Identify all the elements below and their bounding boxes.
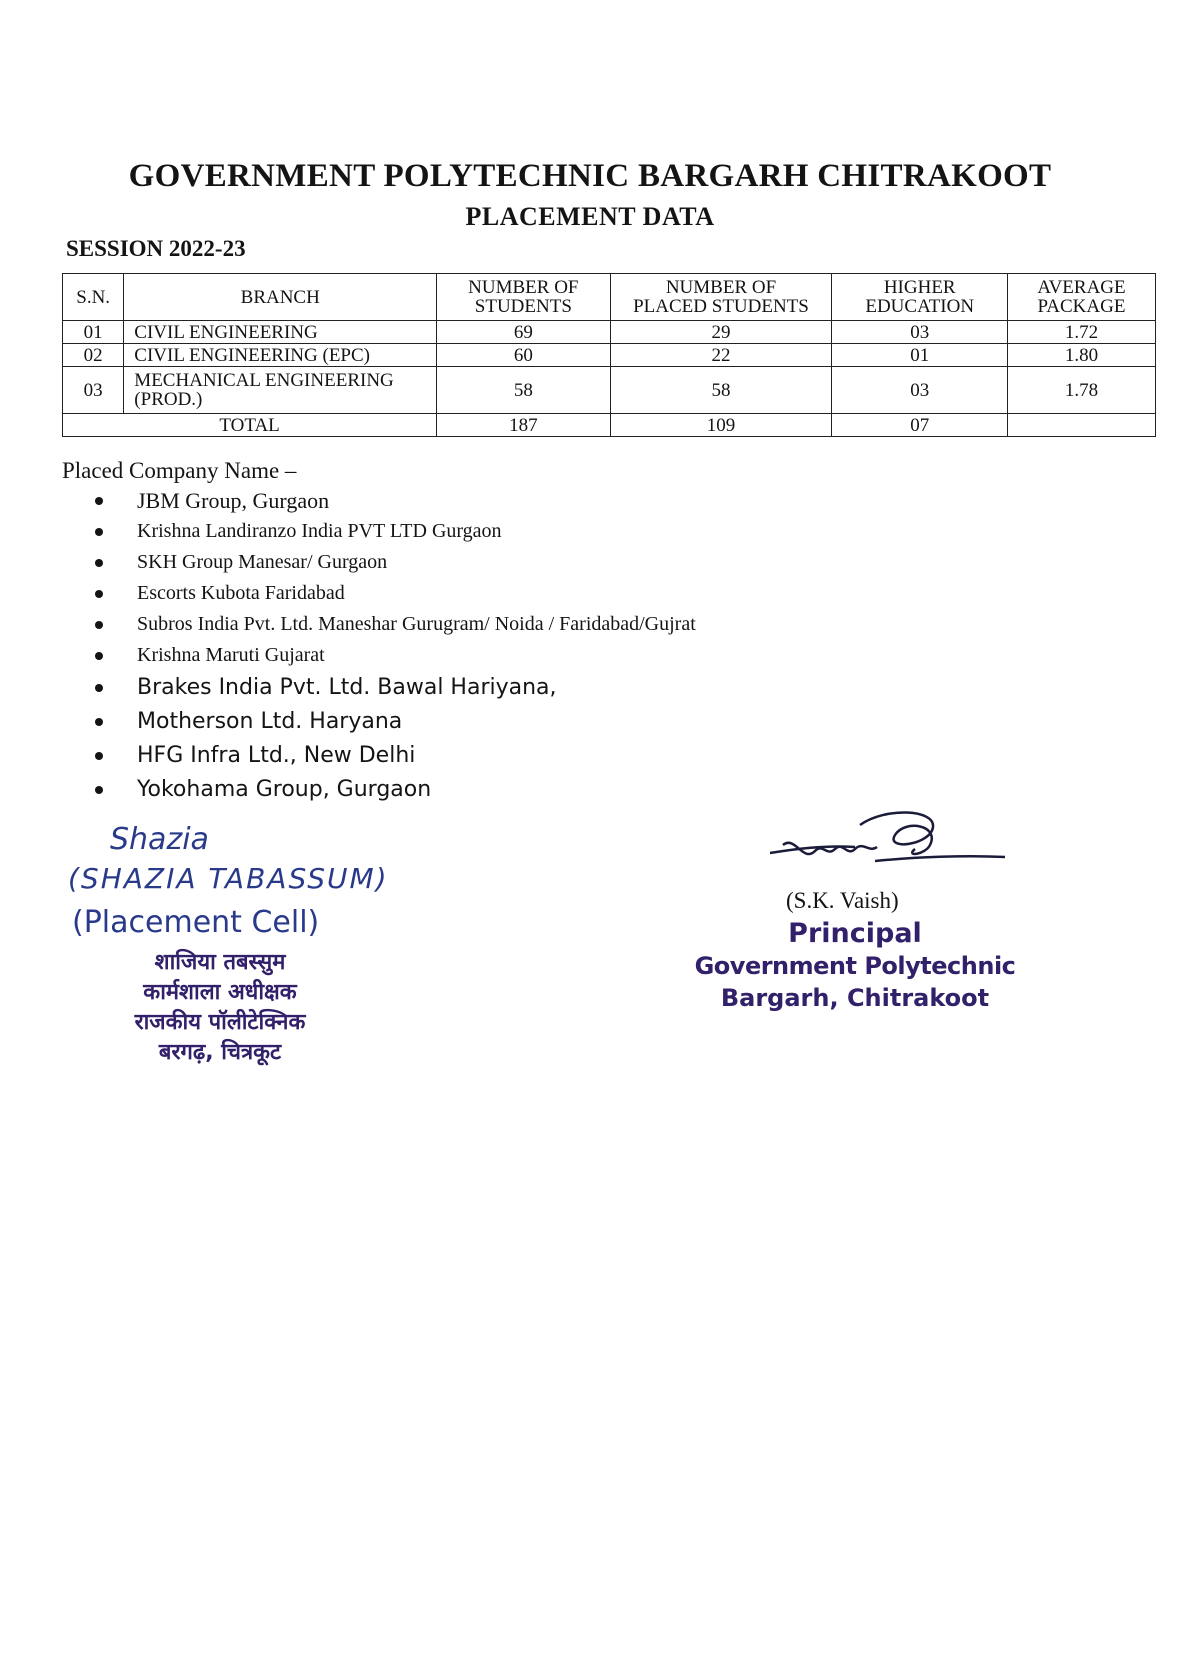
column-header-placed: NUMBER OF PLACED STUDENTS	[610, 274, 832, 321]
list-item: Yokohama Group, Gurgaon	[95, 773, 696, 807]
left-stamp-line: राजकीय पॉलीटेक्निक	[134, 1010, 306, 1035]
bullet-icon	[95, 559, 103, 567]
right-stamp	[690, 918, 1020, 1014]
column-header-sn: S.N.	[63, 274, 124, 321]
bullet-icon	[95, 528, 103, 536]
table-row	[63, 344, 1156, 367]
cell-placed: 29	[610, 321, 832, 344]
bullet-icon	[95, 652, 103, 660]
bullet-icon	[95, 786, 103, 794]
list-item: Motherson Ltd. Haryana	[95, 705, 696, 739]
list-item: Subros India Pvt. Ltd. Maneshar Gurugram/ Noida / Faridabad/Gujrat	[95, 609, 696, 640]
left-stamp-line: कार्मशाला अधीक्षक	[143, 980, 297, 1005]
placement-table	[62, 273, 1156, 437]
cell-placed: 22	[610, 344, 832, 367]
column-header-higher-education: HIGHER EDUCATION	[832, 274, 1007, 321]
cell-placed: 58	[610, 367, 832, 414]
list-item: HFG Infra Ltd., New Delhi	[95, 739, 696, 773]
column-header-average-package: AVERAGE PACKAGE	[1007, 274, 1155, 321]
cell-sn: 03	[63, 367, 124, 414]
bullet-icon	[95, 752, 103, 760]
total-label: TOTAL	[63, 414, 437, 437]
left-signature: Shazia	[110, 822, 209, 857]
cell-package: 1.80	[1007, 344, 1155, 367]
right-signature	[765, 805, 1005, 885]
bullet-icon	[95, 718, 103, 726]
cell-branch: CIVIL ENGINEERING (EPC)	[124, 344, 437, 367]
list-item: JBM Group, Gurgaon	[95, 485, 696, 516]
total-higher: 07	[832, 414, 1007, 437]
left-stamp-line: बरगढ़, चित्रकूट	[158, 1040, 282, 1065]
right-stamp-line: Principal	[788, 918, 922, 949]
list-item: Brakes India Pvt. Ltd. Bawal Hariyana,	[95, 671, 696, 705]
list-item: SKH Group Manesar/ Gurgaon	[95, 547, 696, 578]
bullet-icon	[95, 621, 103, 629]
total-students: 187	[437, 414, 610, 437]
list-item: Krishna Maruti Gujarat	[95, 640, 696, 671]
cell-package: 1.78	[1007, 367, 1155, 414]
cell-sn: 02	[63, 344, 124, 367]
company-list	[95, 485, 696, 807]
table-row	[63, 321, 1156, 344]
cell-higher: 03	[832, 321, 1007, 344]
institute-title: GOVERNMENT POLYTECHNIC BARGARH CHITRAKOOT	[128, 158, 1052, 194]
left-signatory-role: (Placement Cell)	[72, 905, 320, 940]
cell-package: 1.72	[1007, 321, 1155, 344]
right-signatory-name: (S.K. Vaish)	[786, 888, 899, 913]
bullet-icon	[95, 684, 103, 692]
companies-heading: Placed Company Name –	[62, 458, 297, 483]
column-header-students: NUMBER OF STUDENTS	[437, 274, 610, 321]
bullet-icon	[95, 590, 103, 598]
document-title: PLACEMENT DATA	[465, 202, 715, 231]
cell-higher: 01	[832, 344, 1007, 367]
cell-higher: 03	[832, 367, 1007, 414]
cell-sn: 01	[63, 321, 124, 344]
cell-branch: CIVIL ENGINEERING	[124, 321, 437, 344]
total-placed: 109	[610, 414, 832, 437]
right-stamp-line: Government Polytechnic	[694, 952, 1016, 980]
total-package	[1007, 414, 1155, 437]
session-label: SESSION 2022-23	[66, 236, 246, 261]
cell-branch: MECHANICAL ENGINEERING (PROD.)	[124, 367, 437, 414]
left-signatory-name: (SHAZIA TABASSUM)	[68, 862, 389, 895]
bullet-icon	[95, 497, 103, 505]
list-item: Krishna Landiranzo India PVT LTD Gurgaon	[95, 516, 696, 547]
table-row	[63, 367, 1156, 414]
cell-students: 60	[437, 344, 610, 367]
left-stamp-line: शाजिया तबस्सुम	[154, 950, 286, 975]
column-header-branch: BRANCH	[124, 274, 437, 321]
left-stamp	[100, 948, 340, 1068]
table-header-row	[63, 274, 1156, 321]
right-stamp-line: Bargarh, Chitrakoot	[720, 984, 990, 1012]
total-row	[63, 414, 1156, 437]
cell-students: 69	[437, 321, 610, 344]
cell-students: 58	[437, 367, 610, 414]
list-item: Escorts Kubota Faridabad	[95, 578, 696, 609]
